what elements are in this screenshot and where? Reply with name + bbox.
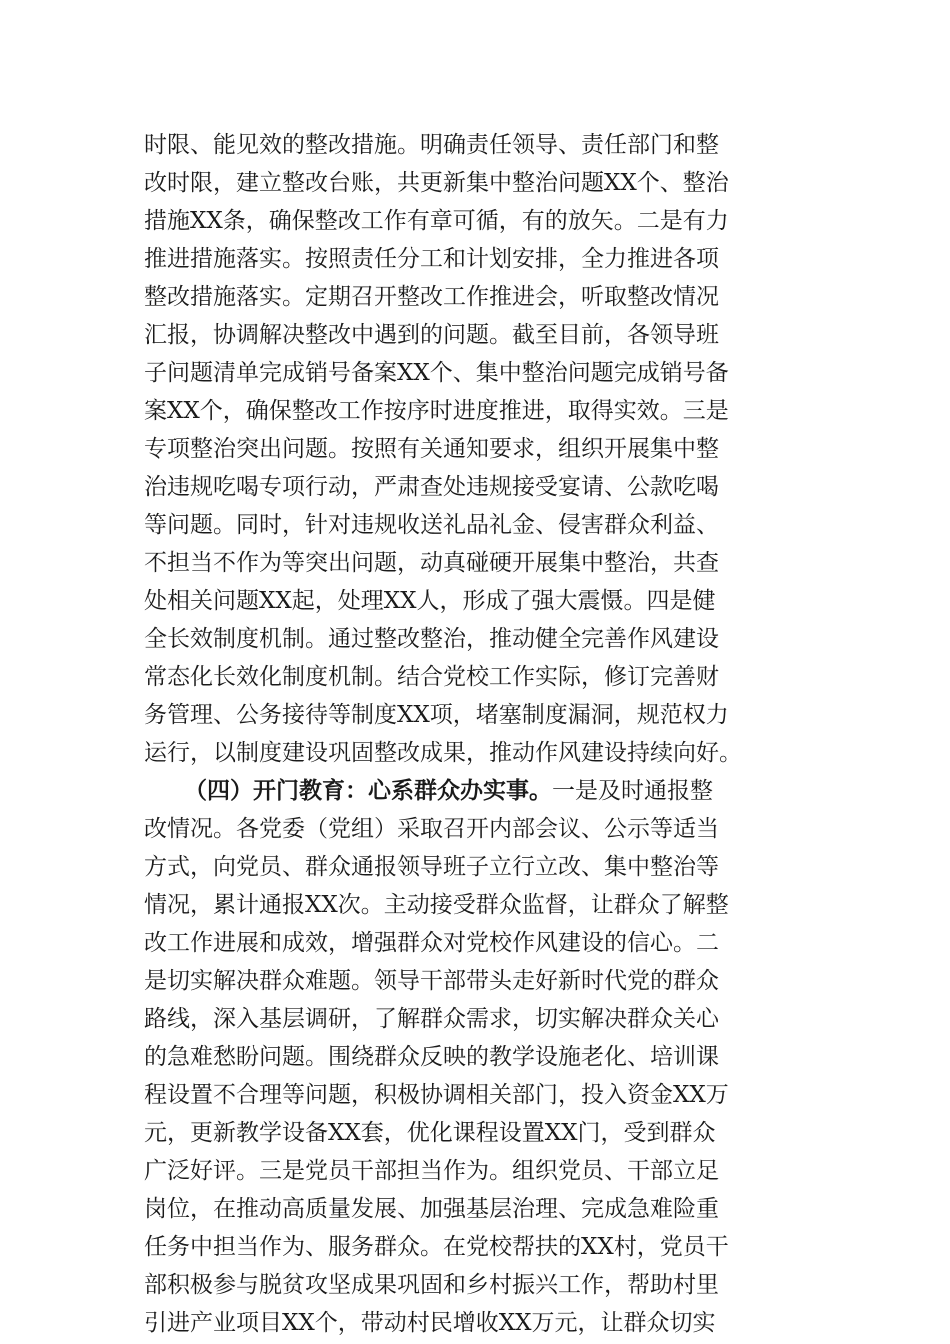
text-line: 不担当不作为等突出问题，动真碰硬开展集中整治，共查 xyxy=(144,550,719,576)
text-line: 汇报，协调解决整改中遇到的问题。截至目前，各领导班 xyxy=(144,322,719,348)
text-line: 程设置不合理等问题，积极协调相关部门，投入资金XX万 xyxy=(144,1082,729,1108)
text-line: 措施XX条，确保整改工作有章可循，有的放矢。二是有力 xyxy=(144,208,729,234)
text-line: 改时限，建立整改台账，共更新集中整治问题XX个、整治 xyxy=(144,170,729,196)
section-first-line xyxy=(144,772,834,810)
text-line: 处相关问题XX起，处理XX人，形成了强大震慑。四是健 xyxy=(144,588,716,614)
text-line: 运行，以制度建设巩固整改成果，推动作风建设持续向好。 xyxy=(144,740,742,766)
text-line: 岗位，在推动高质量发展、加强基层治理、完成急难险重 xyxy=(144,1196,719,1222)
text-line: 专项整治突出问题。按照有关通知要求，组织开展集中整 xyxy=(144,436,719,462)
text-line: 时限、能见效的整改措施。明确责任领导、责任部门和整 xyxy=(144,132,719,158)
text-line: 广泛好评。三是党员干部担当作为。组织党员、干部立足 xyxy=(144,1158,719,1184)
text-line: 情况，累计通报XX次。主动接受群众监督，让群众了解整 xyxy=(144,892,729,918)
text-line: 元，更新教学设备XX套，优化课程设置XX门，受到群众 xyxy=(144,1120,716,1146)
text-line: 任务中担当作为、服务群众。在党校帮扶的XX村，党员干 xyxy=(144,1234,729,1260)
text-line: 改情况。各党委（党组）采取召开内部会议、公示等适当 xyxy=(144,816,719,842)
text-line: 路线，深入基层调研，了解群众需求，切实解决群众关心 xyxy=(144,1006,719,1032)
text-line: 的急难愁盼问题。围绕群众反映的教学设施老化、培训课 xyxy=(144,1044,719,1070)
text-line: 引进产业项目XX个，带动村民增收XX万元，让群众切实 xyxy=(144,1310,716,1336)
text-line: 子问题清单完成销号备案XX个、集中整治问题完成销号备 xyxy=(144,360,729,386)
text-line: 是切实解决群众难题。领导干部带头走好新时代党的群众 xyxy=(144,968,719,994)
section-first-line-text: 一是及时通报整 xyxy=(552,778,713,804)
text-line: 常态化长效化制度机制。结合党校工作实际，修订完善财 xyxy=(144,664,719,690)
text-line: 推进措施落实。按照责任分工和计划安排，全力推进各项 xyxy=(144,246,719,272)
text-line: 务管理、公务接待等制度XX项，堵塞制度漏洞，规范权力 xyxy=(144,702,729,728)
text-line: 案XX个，确保整改工作按序时进度推进，取得实效。三是 xyxy=(144,398,729,424)
text-line: 全长效制度机制。通过整改整治，推动健全完善作风建设 xyxy=(144,626,719,652)
text-line: 方式，向党员、群众通报领导班子立行立改、集中整治等 xyxy=(144,854,719,880)
text-line: 改工作进展和成效，增强群众对党校作风建设的信心。二 xyxy=(144,930,719,956)
text-line: 整改措施落实。定期召开整改工作推进会，听取整改情况 xyxy=(144,284,719,310)
text-line: 治违规吃喝专项行动，严肃查处违规接受宴请、公款吃喝 xyxy=(144,474,719,500)
section-heading: （四）开门教育：心系群众办实事。 xyxy=(184,777,552,804)
text-line: 等问题。同时，针对违规收送礼品礼金、侵害群众利益、 xyxy=(144,512,719,538)
text-line: 部积极参与脱贫攻坚成果巩固和乡村振兴工作，帮助村里 xyxy=(144,1272,719,1298)
body-text xyxy=(144,126,834,1342)
